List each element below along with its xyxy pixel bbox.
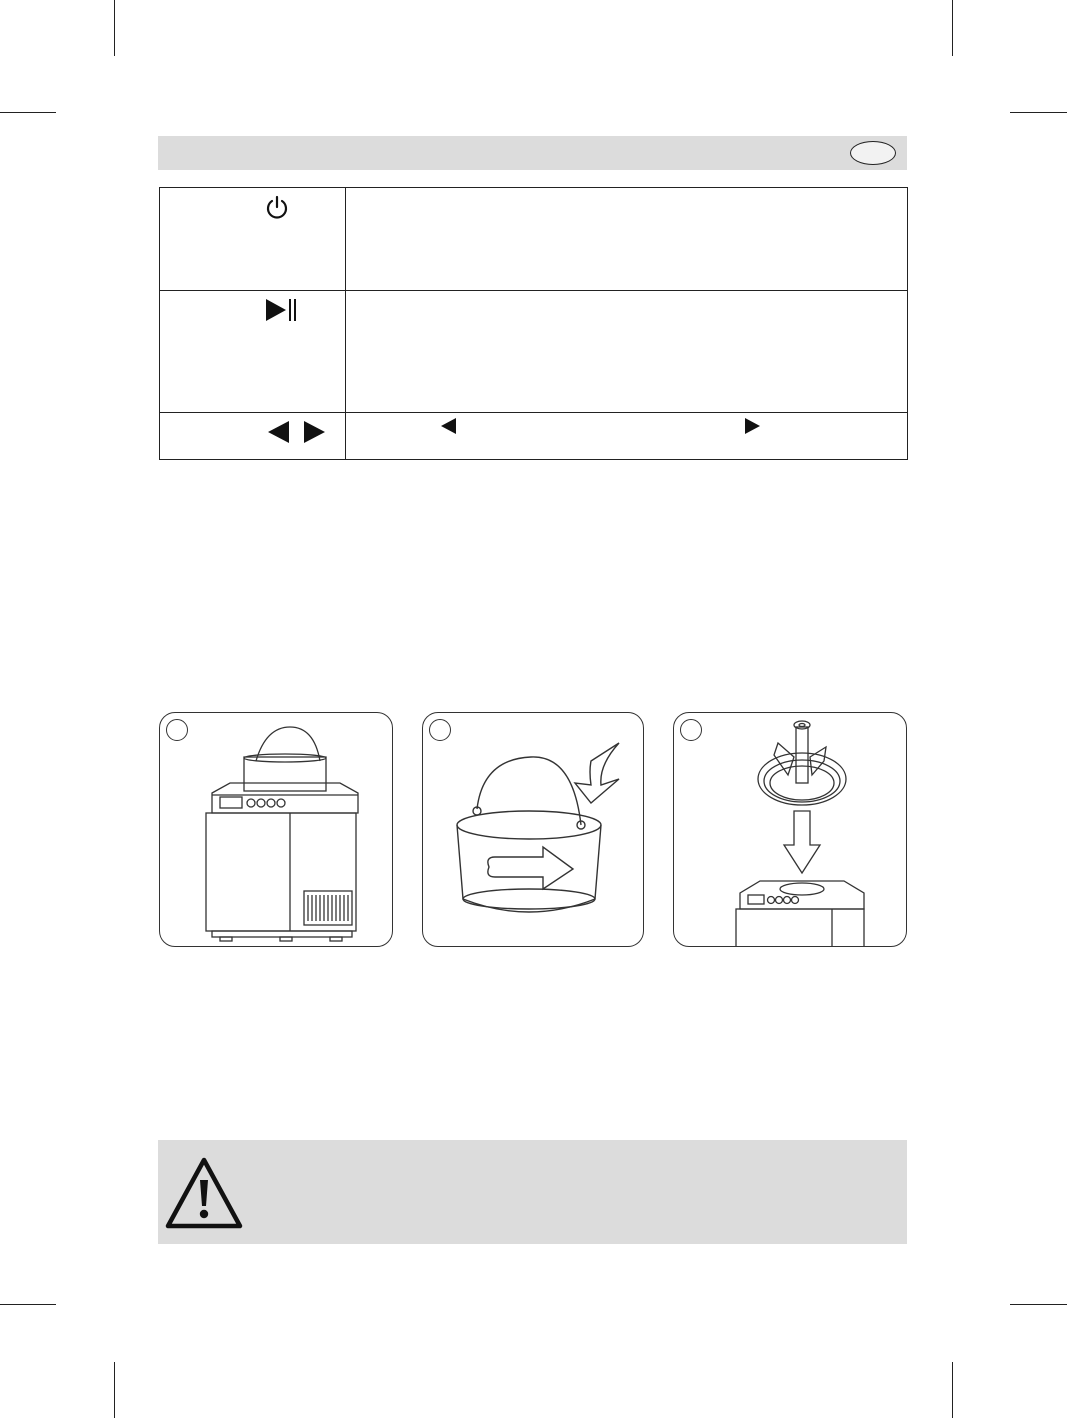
crop-mark [1010,1304,1067,1305]
crop-mark [0,1304,56,1305]
left-right-arrows-icon [266,419,328,450]
illustration-panel-step-1 [159,712,393,947]
play-pause-icon [264,297,298,328]
paddle-insert-into-machine-icon [674,713,907,947]
crop-mark [0,112,56,113]
power-icon [264,194,290,225]
crop-mark [952,0,953,56]
table-cell-key [160,413,346,460]
table-cell-description [346,413,908,460]
illustration-panel-step-3 [673,712,907,947]
table-cell-key [160,188,346,291]
crop-mark [114,1362,115,1418]
table-row [160,413,908,460]
crop-mark [952,1362,953,1418]
table-row [160,188,908,291]
crop-mark [1010,112,1067,113]
warning-box [158,1140,907,1244]
section-header-bar [158,136,907,170]
table-row [160,291,908,413]
ice-cream-machine-with-bowl-icon [160,713,393,947]
bowl-with-handle-rotate-icon [423,713,644,947]
table-cell-description [346,188,908,291]
left-arrow-icon [440,417,458,440]
table-cell-key [160,291,346,413]
table-cell-description [346,291,908,413]
crop-mark [114,0,115,56]
warning-triangle-icon [164,1156,244,1230]
controls-table [159,187,908,460]
right-arrow-icon [743,417,761,440]
illustration-panel-step-2 [422,712,644,947]
oval-language-badge-icon [850,141,896,165]
